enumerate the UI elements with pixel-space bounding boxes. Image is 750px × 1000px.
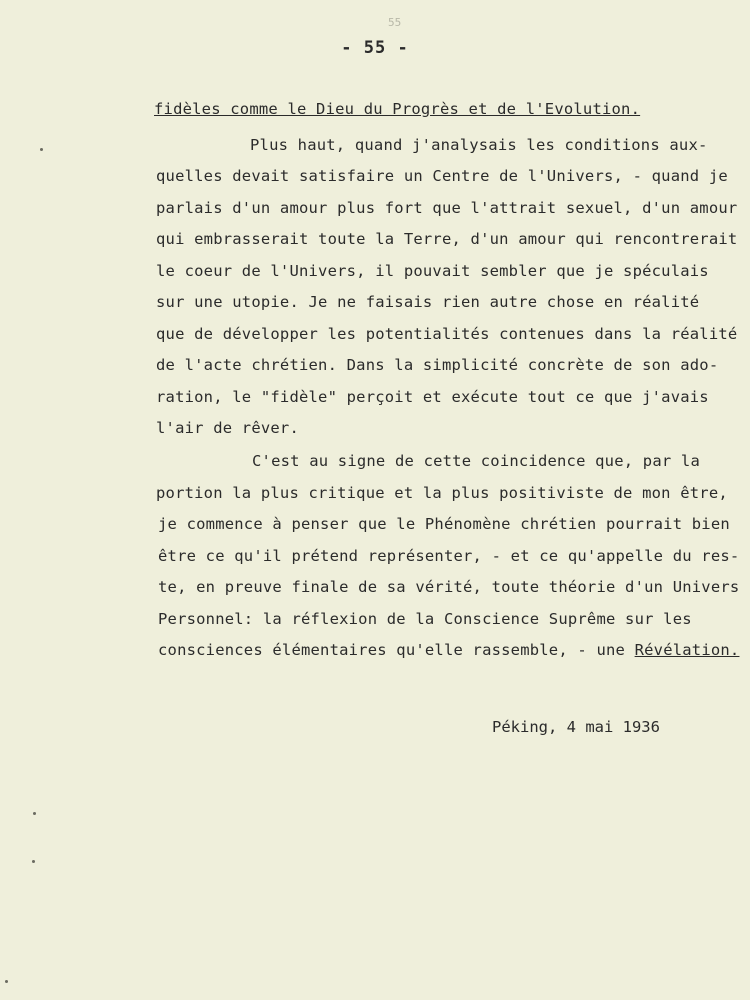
text-line-8: que de développer les potentialités contenues dans la réalité xyxy=(156,325,738,343)
text-line-15: être ce qu'il prétend représenter, - et ce qu'appelle du res- xyxy=(158,547,740,565)
text-line-7: sur une utopie. Je ne faisais rien autre chose en réalité xyxy=(156,293,700,311)
text-line-14: je commence à penser que le Phénomène chrétien pourrait bien xyxy=(158,515,730,533)
paper-speck xyxy=(5,980,8,983)
paper-speck xyxy=(33,812,36,815)
paper-speck xyxy=(40,148,43,151)
text-line-11: l'air de rêver. xyxy=(156,419,299,437)
text-line-17: Personnel: la réflexion de la Conscience Suprême sur les xyxy=(158,610,692,628)
text-line-1: fidèles comme le Dieu du Progrès et de l'Evolution. xyxy=(154,100,641,118)
text-line-2: Plus haut, quand j'analysais les conditions aux- xyxy=(250,136,708,154)
text-line-16: te, en preuve finale de sa vérité, toute théorie d'un Univers xyxy=(158,578,740,596)
text-line-3: quelles devait satisfaire un Centre de l'Univers, - quand je xyxy=(156,167,728,185)
text-line-10: ration, le "fidèle" perçoit et exécute tout ce que j'avais xyxy=(156,388,709,406)
text-line-18-body: consciences élémentaires qu'elle rassemble, - une xyxy=(158,641,626,659)
text-line-4: parlais d'un amour plus fort que l'attrait sexuel, d'un amour xyxy=(156,199,738,217)
page-marker: - 55 - xyxy=(341,38,409,58)
final-word: Révélation. xyxy=(634,641,740,659)
faint-page-number: 55 xyxy=(388,16,402,29)
text-line-6: le coeur de l'Univers, il pouvait sembler que je spéculais xyxy=(156,262,709,280)
text-line-9: de l'acte chrétien. Dans la simplicité concrète de son ado- xyxy=(156,356,719,374)
text-line-18 xyxy=(158,640,739,660)
text-line-12: C'est au signe de cette coincidence que, par la xyxy=(252,452,700,470)
place-and-date: Péking, 4 mai 1936 xyxy=(492,718,660,736)
text-line-13: portion la plus critique et la plus positiviste de mon être, xyxy=(156,484,728,502)
text-line-5: qui embrasserait toute la Terre, d'un amour qui rencontrerait xyxy=(156,230,738,248)
paper-speck xyxy=(32,860,35,863)
